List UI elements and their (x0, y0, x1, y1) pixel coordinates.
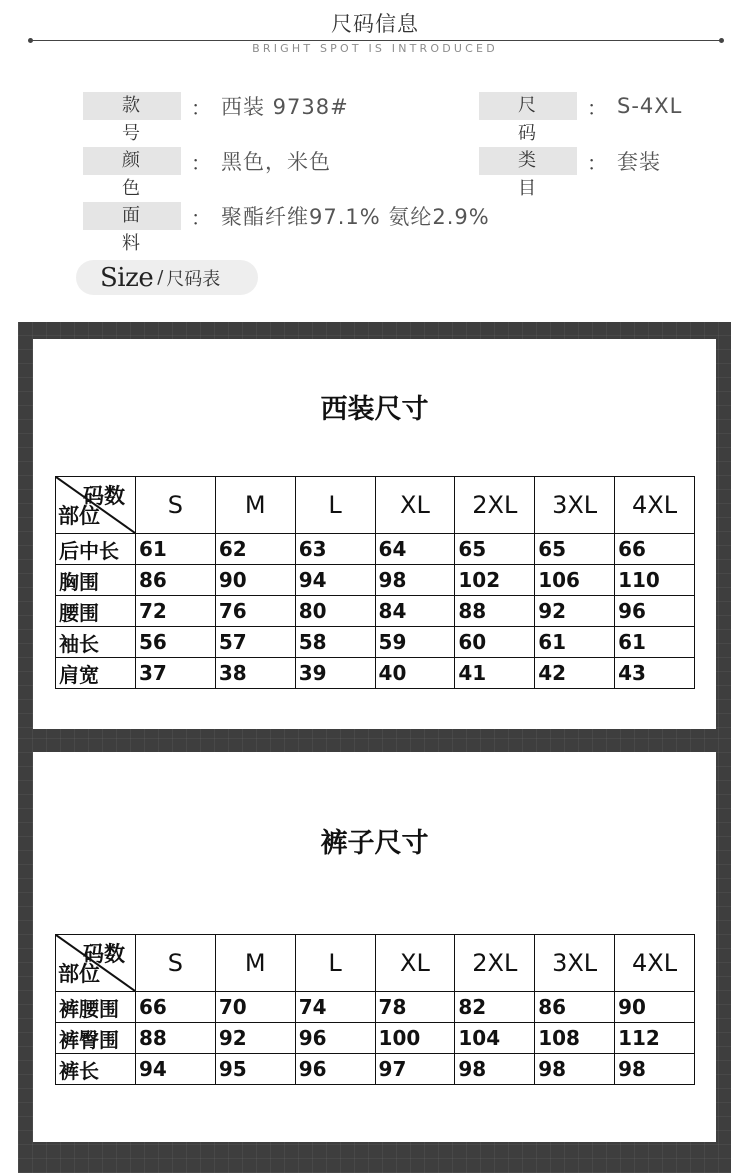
measurement-cell: 76 (215, 596, 295, 627)
measurement-cell: 59 (375, 627, 455, 658)
measurement-cell: 42 (535, 658, 615, 689)
info-size-range (479, 92, 683, 144)
corner-label-sizes: 码数 (83, 484, 125, 508)
info-value-style-number: 西装 9738# (221, 95, 349, 119)
info-colon: ： (191, 205, 211, 230)
row-part-label: 裤臀围 (56, 1023, 136, 1054)
info-category (479, 147, 661, 199)
measurement-cell: 65 (455, 534, 535, 565)
info-label-fabric: 面 料 (83, 202, 181, 230)
measurement-cell: 97 (375, 1054, 455, 1085)
table-row (56, 565, 695, 596)
measurement-cell: 38 (215, 658, 295, 689)
measurement-cell: 110 (615, 565, 695, 596)
suit-size-title: 西装尺寸 (320, 394, 429, 425)
size-tab-label: 尺码表 (166, 268, 221, 290)
measurement-cell: 58 (295, 627, 375, 658)
row-part-label: 后中长 (56, 534, 136, 565)
row-part-label: 袖长 (56, 627, 136, 658)
table-row (56, 992, 695, 1023)
measurement-cell: 98 (615, 1054, 695, 1085)
pants-size-panel (18, 733, 731, 1173)
pants-size-card (33, 752, 716, 1142)
info-value-category: 套装 (617, 150, 661, 174)
row-part-label: 裤长 (56, 1054, 136, 1085)
measurement-cell: 100 (375, 1023, 455, 1054)
measurement-cell: 43 (615, 658, 695, 689)
measurement-cell: 82 (455, 992, 535, 1023)
info-fabric (83, 202, 490, 254)
measurement-cell: 98 (455, 1054, 535, 1085)
page-subtitle: BRIGHT SPOT IS INTRODUCED (252, 42, 498, 55)
measurement-cell: 86 (136, 565, 216, 596)
info-color (83, 147, 331, 199)
measurement-cell: 63 (295, 534, 375, 565)
table-row (56, 1054, 695, 1085)
measurement-cell: 80 (295, 596, 375, 627)
header-divider (30, 40, 722, 41)
measurement-cell: 96 (615, 596, 695, 627)
size-column-header: L (295, 935, 375, 992)
suit-size-panel (18, 322, 731, 742)
measurement-cell: 92 (535, 596, 615, 627)
info-colon: ： (191, 150, 211, 175)
table-row (56, 534, 695, 565)
row-part-label: 腰围 (56, 596, 136, 627)
measurement-cell: 88 (136, 1023, 216, 1054)
page-title: 尺码信息 (331, 12, 419, 36)
corner-label-sizes: 码数 (83, 942, 125, 966)
measurement-cell: 104 (455, 1023, 535, 1054)
measurement-cell: 90 (215, 565, 295, 596)
measurement-cell: 66 (615, 534, 695, 565)
size-column-header: 4XL (615, 477, 695, 534)
measurement-cell: 61 (535, 627, 615, 658)
measurement-cell: 102 (455, 565, 535, 596)
table-row (56, 596, 695, 627)
size-chart-tab (76, 260, 258, 295)
measurement-cell: 57 (215, 627, 295, 658)
measurement-cell: 61 (136, 534, 216, 565)
size-column-header: M (215, 477, 295, 534)
info-value-size-range: S-4XL (617, 94, 683, 118)
pants-size-table (55, 934, 695, 1085)
row-part-label: 胸围 (56, 565, 136, 596)
size-column-header: 3XL (535, 935, 615, 992)
size-column-header: XL (375, 935, 455, 992)
measurement-cell: 95 (215, 1054, 295, 1085)
measurement-cell: 96 (295, 1023, 375, 1054)
suit-size-card (33, 339, 716, 729)
size-column-header: L (295, 477, 375, 534)
measurement-cell: 92 (215, 1023, 295, 1054)
measurement-cell: 96 (295, 1054, 375, 1085)
info-label-style-number: 款 号 (83, 92, 181, 120)
table-row (56, 1023, 695, 1054)
measurement-cell: 66 (136, 992, 216, 1023)
measurement-cell: 112 (615, 1023, 695, 1054)
measurement-cell: 64 (375, 534, 455, 565)
table-row (56, 658, 695, 689)
measurement-cell: 90 (615, 992, 695, 1023)
measurement-cell: 72 (136, 596, 216, 627)
measurement-cell: 88 (455, 596, 535, 627)
row-part-label: 肩宽 (56, 658, 136, 689)
size-column-header: M (215, 935, 295, 992)
measurement-cell: 84 (375, 596, 455, 627)
corner-label-parts: 部位 (58, 504, 100, 528)
size-column-header: 2XL (455, 477, 535, 534)
measurement-cell: 40 (375, 658, 455, 689)
measurement-cell: 39 (295, 658, 375, 689)
measurement-cell: 78 (375, 992, 455, 1023)
table-row (56, 627, 695, 658)
measurement-cell: 62 (215, 534, 295, 565)
table-corner-header (56, 935, 136, 992)
measurement-cell: 74 (295, 992, 375, 1023)
measurement-cell: 70 (215, 992, 295, 1023)
measurement-cell: 61 (615, 627, 695, 658)
size-column-header: 4XL (615, 935, 695, 992)
info-colon: ： (587, 150, 607, 175)
measurement-cell: 65 (535, 534, 615, 565)
pants-size-title: 裤子尺寸 (320, 828, 429, 859)
measurement-cell: 108 (535, 1023, 615, 1054)
table-corner-header (56, 477, 136, 534)
measurement-cell: 37 (136, 658, 216, 689)
measurement-cell: 60 (455, 627, 535, 658)
info-label-category: 类 目 (479, 147, 577, 175)
info-value-fabric: 聚酯纤维97.1% 氨纶2.9% (221, 205, 490, 229)
size-column-header: S (136, 935, 216, 992)
measurement-cell: 56 (136, 627, 216, 658)
suit-size-table (55, 476, 695, 689)
size-column-header: S (136, 477, 216, 534)
measurement-cell: 98 (375, 565, 455, 596)
info-label-size-range: 尺 码 (479, 92, 577, 120)
info-colon: ： (587, 95, 607, 120)
measurement-cell: 86 (535, 992, 615, 1023)
info-style-number (83, 92, 349, 144)
size-column-header: 3XL (535, 477, 615, 534)
size-tab-slash: / (157, 267, 164, 288)
measurement-cell: 94 (136, 1054, 216, 1085)
size-column-header: 2XL (455, 935, 535, 992)
info-label-color: 颜 色 (83, 147, 181, 175)
row-part-label: 裤腰围 (56, 992, 136, 1023)
measurement-cell: 41 (455, 658, 535, 689)
info-value-color: 黑色，米色 (221, 150, 331, 174)
info-colon: ： (191, 95, 211, 120)
corner-label-parts: 部位 (58, 962, 100, 986)
size-column-header: XL (375, 477, 455, 534)
measurement-cell: 106 (535, 565, 615, 596)
size-tab-word: Size (100, 262, 154, 293)
measurement-cell: 98 (535, 1054, 615, 1085)
measurement-cell: 94 (295, 565, 375, 596)
